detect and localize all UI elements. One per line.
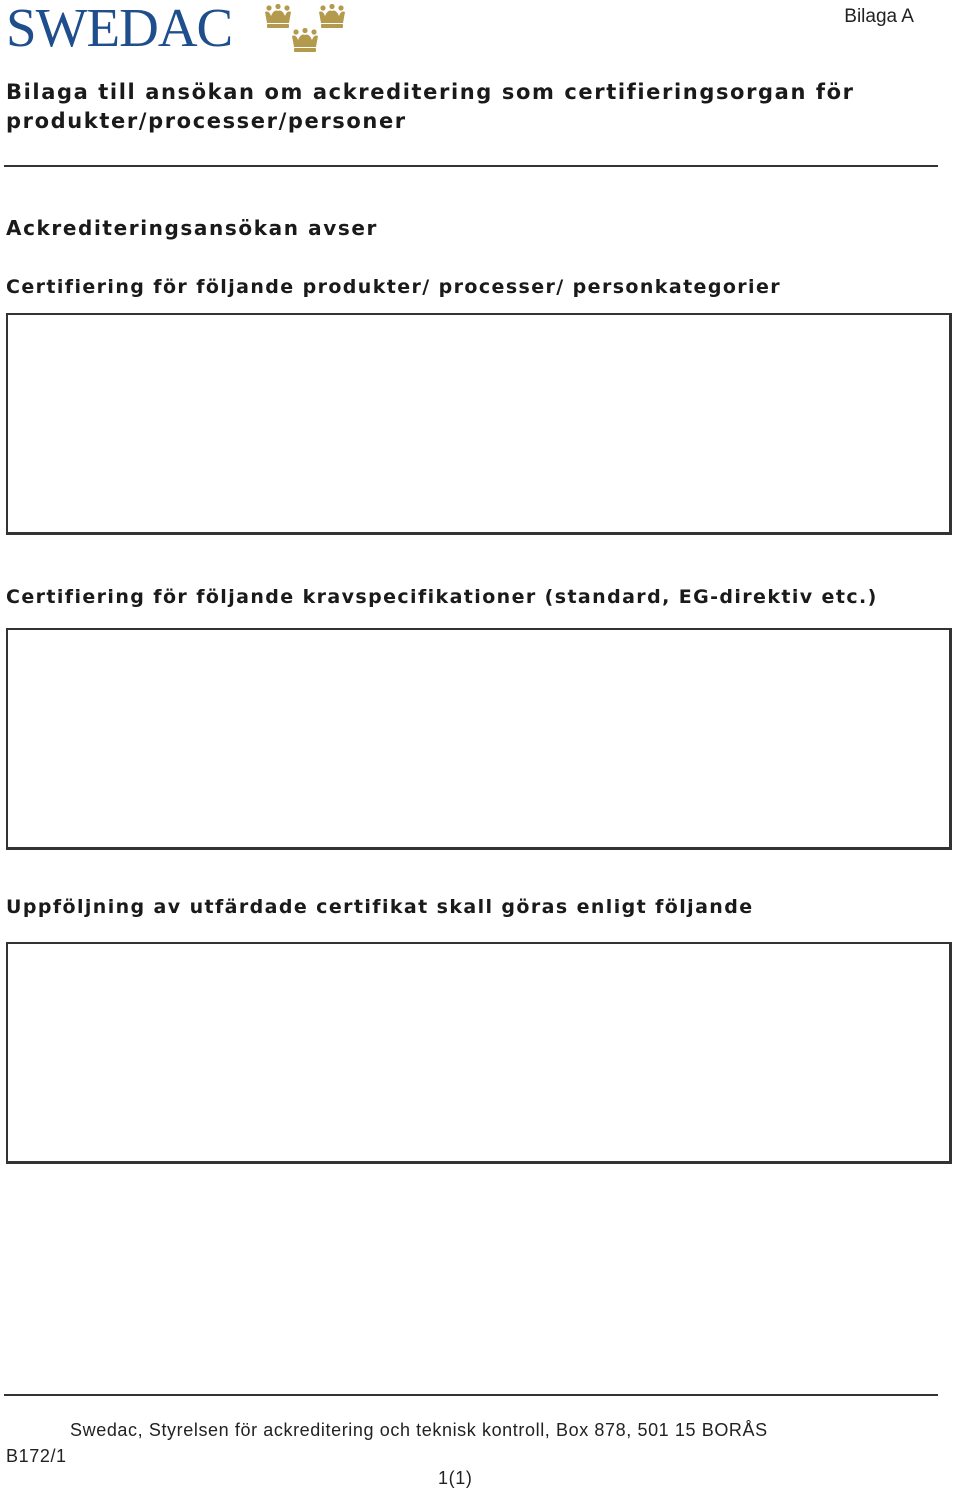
top-divider: [4, 165, 938, 167]
annex-label: Bilaga A: [844, 6, 914, 27]
products-label: Certifiering för följande produkter/ processer/ personkategorier: [6, 276, 782, 298]
bottom-divider: [4, 1394, 938, 1396]
followup-label: Uppföljning av utfärdade certifikat skall göras enligt följande: [6, 896, 754, 918]
footer-address: Swedac, Styrelsen för ackreditering och teknisk kontroll, Box 878, 501 15 BORÅS: [70, 1420, 768, 1440]
swedac-logo: [6, 0, 346, 58]
form-code: B172/1: [6, 1446, 67, 1466]
title-line-2: produkter/processer/personer: [6, 109, 407, 133]
three-crowns-icon: [262, 4, 350, 54]
requirements-field[interactable]: [6, 628, 952, 850]
document-title: [6, 78, 906, 136]
page-number: 1(1): [438, 1468, 473, 1488]
title-line-1: Bilaga till ansökan om ackreditering som certifieringsorgan för: [6, 80, 855, 104]
section-heading: Ackrediteringsansökan avser: [6, 216, 378, 240]
requirements-label: Certifiering för följande kravspecifikationer (standard, EG-direktiv etc.): [6, 586, 878, 608]
followup-field[interactable]: [6, 942, 952, 1164]
products-field[interactable]: [6, 313, 952, 535]
logo-wordmark: SWEDAC: [6, 0, 233, 58]
